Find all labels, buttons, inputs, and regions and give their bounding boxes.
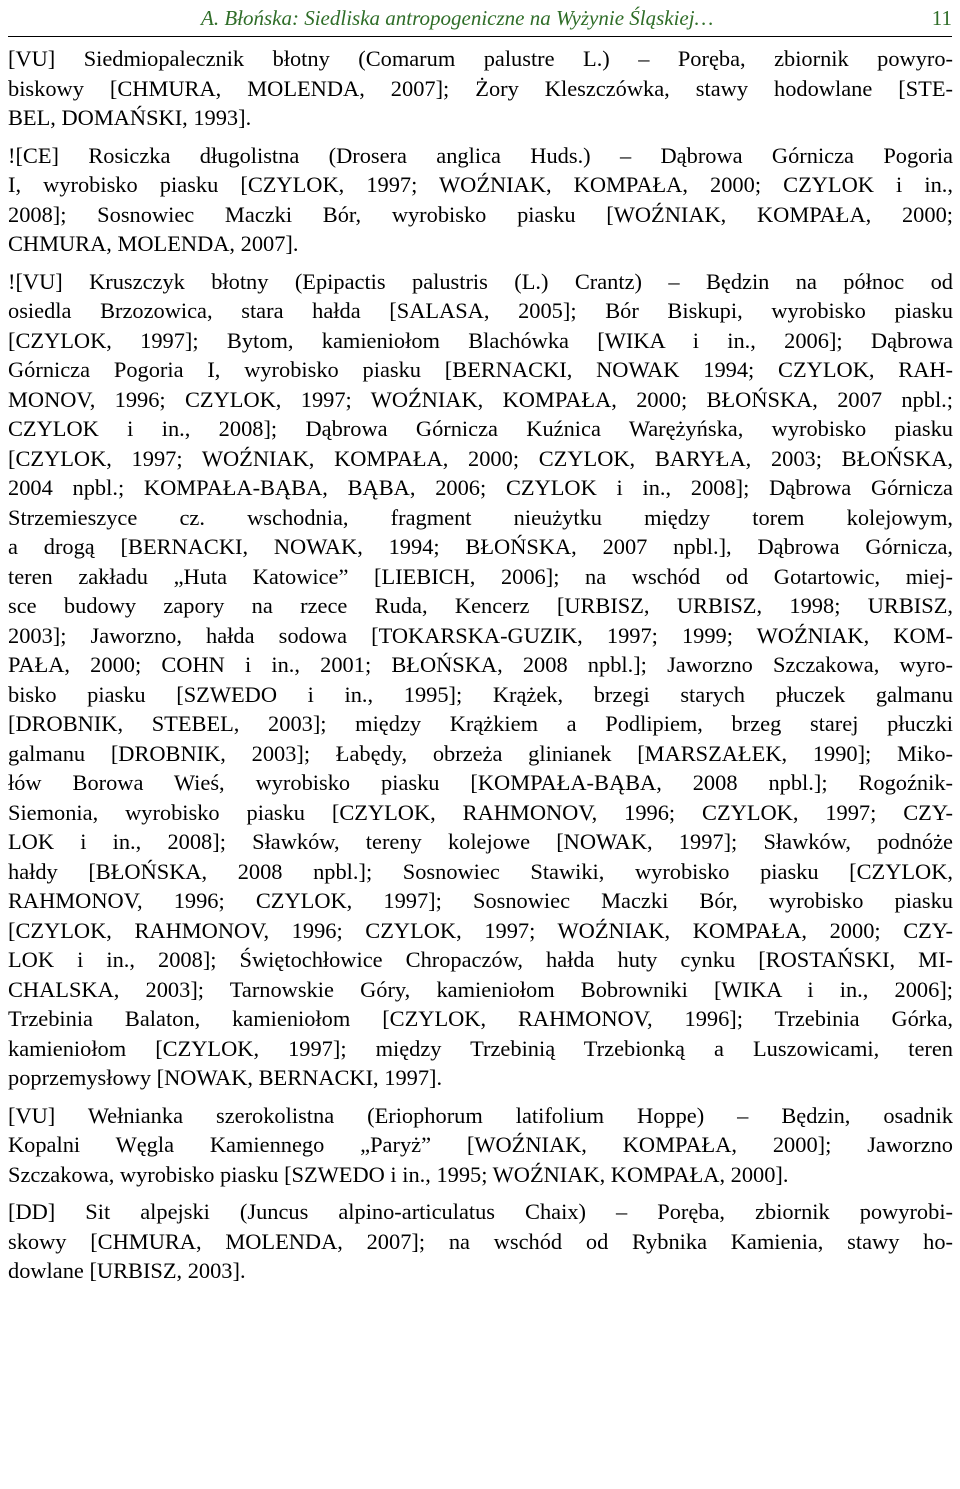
text-line: CZYLOK i in., 2008]; Dąbrowa Górnicza Kuźnica Warężyńska, wyrobisko piasku <box>8 416 953 441</box>
text-line: LOK i in., 2008]; Sławków, tereny kolejowe [NOWAK, 1997]; Sławków, podnóże <box>8 829 953 854</box>
text-line: kamieniołom [CZYLOK, 1997]; między Trzebinią Trzebionką a Luszowicami, teren <box>8 1035 953 1061</box>
species-entry-epipactis <box>8 267 953 1093</box>
text-line: PAŁA, 2000; COHN i in., 2001; BŁOŃSKA, 2008 npbl.]; Jaworzno Szczakowa, wyro- <box>8 652 953 677</box>
text-line: Strzemieszyce cz. wschodnia, fragment nieużytku między torem kolejowym, <box>8 504 953 530</box>
text-line: Kopalni Węgla Kamiennego „Paryż” [WOŹNIAK, KOMPAŁA, 2000]; Jaworzno <box>8 1132 953 1157</box>
text-line: Szczakowa, wyrobisko piasku [SZWEDO i in., 1995; WOŹNIAK, KOMPAŁA, 2000]. <box>8 1161 789 1187</box>
header-rule <box>8 36 952 37</box>
text-line: hałdy [BŁOŃSKA, 2008 npbl.]; Sosnowiec Stawiki, wyrobisko piasku [CZYLOK, <box>8 858 953 884</box>
text-line: 2003]; Jaworzno, hałda sodowa [TOKARSKA-GUZIK, 1997; 1999; WOŹNIAK, KOM- <box>8 622 953 648</box>
text-line: LOK i in., 2008]; Świętochłowice Chropaczów, hałda huty cynku [ROSTAŃSKI, MI- <box>8 947 953 972</box>
page-header <box>8 2 952 40</box>
text-line: [VU] Wełnianka szerokolistna (Eriophorum latifolium Hoppe) – Będzin, osadnik <box>8 1102 953 1128</box>
species-entries <box>8 44 953 1294</box>
text-line: [VU] Siedmiopalecznik błotny (Comarum palustre L.) – Poręba, zbiornik powyro- <box>8 46 953 71</box>
text-line: I, wyrobisko piasku [CZYLOK, 1997; WOŹNIAK, KOMPAŁA, 2000; CZYLOK i in., <box>8 172 953 197</box>
text-line: MONOV, 1996; CZYLOK, 1997; WOŹNIAK, KOMPAŁA, 2000; BŁOŃSKA, 2007 npbl.; <box>8 386 953 412</box>
text-line: dowlane [URBISZ, 2003]. <box>8 1258 246 1283</box>
text-line: 2004 npbl.; KOMPAŁA-BĄBA, BĄBA, 2006; CZYLOK i in., 2008]; Dąbrowa Górnicza <box>8 475 953 500</box>
text-line: Górnicza Pogoria I, wyrobisko piasku [BERNACKI, NOWAK 1994; CZYLOK, RAH- <box>8 357 953 382</box>
species-entry-drosera <box>8 141 953 259</box>
running-title: A. Błońska: Siedliska antropogeniczne na Wyżynie Śląskiej… <box>201 6 714 30</box>
text-line: [DROBNIK, STEBEL, 2003]; między Krążkiem a Podlipiem, brzeg starej płuczki <box>8 711 953 736</box>
text-line: sce budowy zapory na rzece Ruda, Kencerz [URBISZ, URBISZ, 1998; URBISZ, <box>8 593 953 618</box>
page-number: 11 <box>931 6 952 30</box>
text-line: skowy [CHMURA, MOLENDA, 2007]; na wschód od Rybnika Kamienia, stawy ho- <box>8 1228 953 1254</box>
text-line: RAHMONOV, 1996; CZYLOK, 1997]; Sosnowiec Maczki Bór, wyrobisko piasku <box>8 888 953 913</box>
text-line: osiedla Brzozowica, stara hałda [SALASA, 2005]; Bór Biskupi, wyrobisko piasku <box>8 298 953 323</box>
text-line: biskowy [CHMURA, MOLENDA, 2007]; Żory Kleszczówka, stawy hodowlane [STE- <box>8 75 953 101</box>
text-line: BEL, DOMAŃSKI, 1993]. <box>8 105 252 130</box>
text-line: teren zakładu „Huta Katowice” [LIEBICH, 2006]; na wschód od Gotartowic, miej- <box>8 563 953 589</box>
text-line: łów Borowa Wieś, wyrobisko piasku [KOMPAŁA-BĄBA, 2008 npbl.]; Rogoźnik- <box>8 770 953 795</box>
text-line: Trzebinia Balaton, kamieniołom [CZYLOK, RAHMONOV, 1996]; Trzebinia Górka, <box>8 1006 953 1031</box>
text-line: [DD] Sit alpejski (Juncus alpino-articulatus Chaix) – Poręba, zbiornik powyrobi- <box>8 1199 953 1224</box>
text-line: [CZYLOK, 1997]; Bytom, kamieniołom Blachówka [WIKA i in., 2006]; Dąbrowa <box>8 327 953 353</box>
text-line: poprzemysłowy [NOWAK, BERNACKI, 1997]. <box>8 1065 443 1090</box>
text-line: a drogą [BERNACKI, NOWAK, 1994; BŁOŃSKA, 2007 npbl.], Dąbrowa Górnicza, <box>8 534 953 559</box>
species-entry-eriophorum <box>8 1101 953 1190</box>
text-line: CHMURA, MOLENDA, 2007]. <box>8 231 299 256</box>
text-line: galmanu [DROBNIK, 2003]; Łabędy, obrzeża glinianek [MARSZAŁEK, 1990]; Miko- <box>8 740 953 766</box>
text-line: ![CE] Rosiczka długolistna (Drosera anglica Huds.) – Dąbrowa Górnicza Pogoria <box>8 142 953 168</box>
text-line: 2008]; Sosnowiec Maczki Bór, wyrobisko piasku [WOŹNIAK, KOMPAŁA, 2000; <box>8 201 953 227</box>
text-line: ![VU] Kruszczyk błotny (Epipactis palustris (L.) Crantz) – Będzin na północ od <box>8 268 953 294</box>
species-entry-juncus <box>8 1197 953 1286</box>
text-line: [CZYLOK, 1997; WOŹNIAK, KOMPAŁA, 2000; CZYLOK, BARYŁA, 2003; BŁOŃSKA, <box>8 445 953 471</box>
species-entry-comarum <box>8 44 953 133</box>
text-line: Siemonia, wyrobisko piasku [CZYLOK, RAHMONOV, 1996; CZYLOK, 1997; CZY- <box>8 799 953 825</box>
text-line: CHALSKA, 2003]; Tarnowskie Góry, kamieniołom Bobrowniki [WIKA i in., 2006]; <box>8 976 953 1002</box>
text-line: [CZYLOK, RAHMONOV, 1996; CZYLOK, 1997; WOŹNIAK, KOMPAŁA, 2000; CZY- <box>8 917 953 943</box>
text-line: bisko piasku [SZWEDO i in., 1995]; Krążek, brzegi starych płuczek galmanu <box>8 681 953 707</box>
